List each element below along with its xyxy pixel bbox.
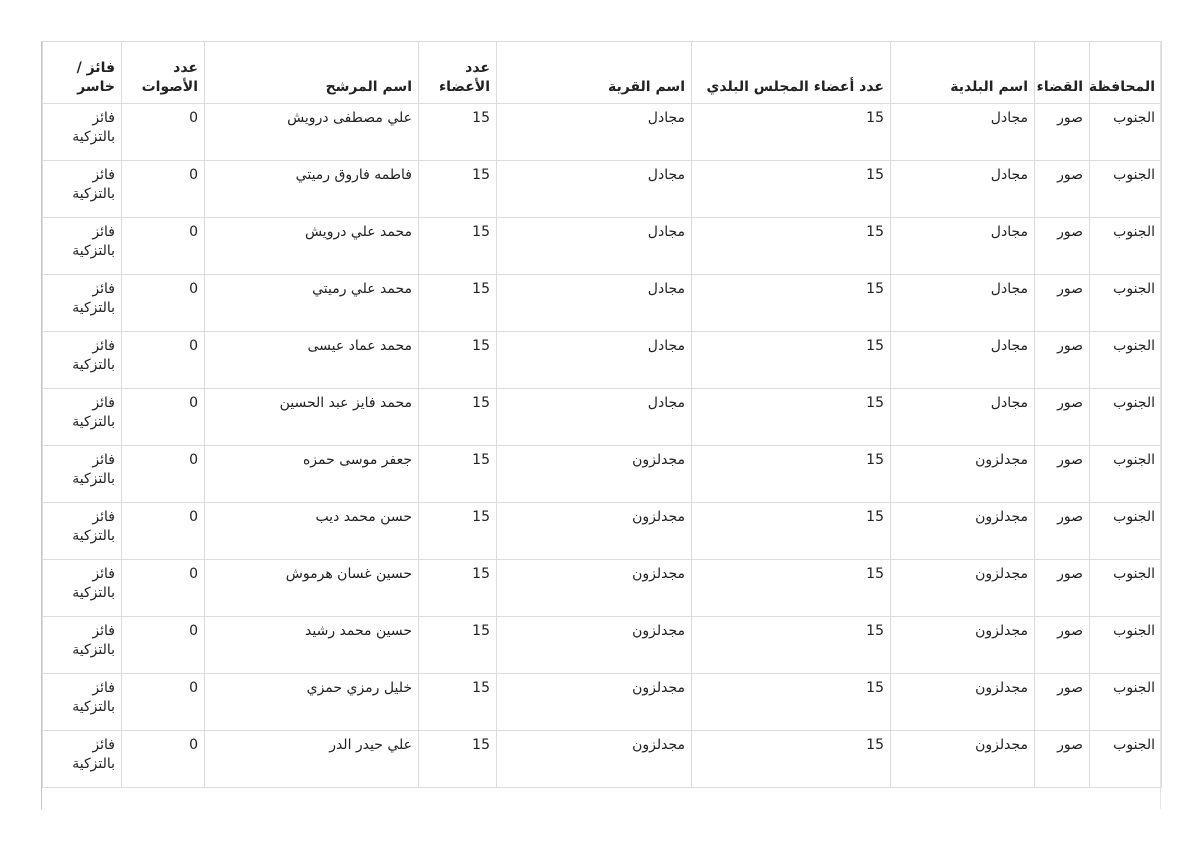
cell-council-members: 15: [692, 275, 891, 332]
table-row: [43, 446, 1162, 503]
cell-municipality: مجدلزون: [891, 560, 1035, 617]
cell-candidate: محمد فايز عبد الحسين: [205, 389, 419, 446]
results-sheet: [41, 41, 1161, 809]
cell-village: مجدلزون: [497, 446, 692, 503]
cell-district: صور: [1035, 617, 1090, 674]
cell-village: مجادل: [497, 332, 692, 389]
header-row: [43, 42, 1162, 104]
cell-municipality: مجادل: [891, 104, 1035, 161]
cell-district: صور: [1035, 503, 1090, 560]
cell-votes: 0: [122, 389, 205, 446]
header-district: القضاء: [1035, 42, 1090, 104]
cell-village: مجادل: [497, 218, 692, 275]
cell-village: مجادل: [497, 389, 692, 446]
cell-governorate: الجنوب: [1090, 503, 1162, 560]
cell-council-members: 15: [692, 446, 891, 503]
cell-members: 15: [419, 104, 497, 161]
cell-council-members: 15: [692, 560, 891, 617]
cell-district: صور: [1035, 332, 1090, 389]
table-body: [43, 104, 1162, 788]
cell-result: فائز بالتزكية: [43, 446, 122, 503]
cell-governorate: الجنوب: [1090, 446, 1162, 503]
cell-village: مجادل: [497, 161, 692, 218]
table-row: [43, 617, 1162, 674]
cell-governorate: الجنوب: [1090, 389, 1162, 446]
cell-members: 15: [419, 617, 497, 674]
cell-members: 15: [419, 674, 497, 731]
cell-votes: 0: [122, 446, 205, 503]
header-result: فائز / خاسر: [43, 42, 122, 104]
cell-village: مجدلزون: [497, 503, 692, 560]
cell-council-members: 15: [692, 617, 891, 674]
cell-municipality: مجادل: [891, 389, 1035, 446]
cell-municipality: مجادل: [891, 332, 1035, 389]
cell-candidate: فاطمه فاروق رميتي: [205, 161, 419, 218]
cell-members: 15: [419, 332, 497, 389]
cell-governorate: الجنوب: [1090, 275, 1162, 332]
cell-governorate: الجنوب: [1090, 161, 1162, 218]
cell-candidate: خليل رمزي حمزي: [205, 674, 419, 731]
cell-members: 15: [419, 275, 497, 332]
cell-municipality: مجادل: [891, 275, 1035, 332]
table-row: [43, 560, 1162, 617]
cell-council-members: 15: [692, 218, 891, 275]
header-members: عدد الأعضاء: [419, 42, 497, 104]
cell-municipality: مجدلزون: [891, 731, 1035, 788]
cell-members: 15: [419, 218, 497, 275]
cell-district: صور: [1035, 560, 1090, 617]
cell-governorate: الجنوب: [1090, 674, 1162, 731]
table-row: [43, 503, 1162, 560]
cell-district: صور: [1035, 161, 1090, 218]
cell-village: مجدلزون: [497, 617, 692, 674]
table-row: [43, 731, 1162, 788]
cell-council-members: 15: [692, 389, 891, 446]
cell-village: مجدلزون: [497, 731, 692, 788]
cell-council-members: 15: [692, 104, 891, 161]
cell-result: فائز بالتزكية: [43, 674, 122, 731]
cell-votes: 0: [122, 104, 205, 161]
cell-municipality: مجادل: [891, 161, 1035, 218]
cell-governorate: الجنوب: [1090, 731, 1162, 788]
cell-result: فائز بالتزكية: [43, 104, 122, 161]
cell-candidate: محمد علي رميتي: [205, 275, 419, 332]
cell-governorate: الجنوب: [1090, 617, 1162, 674]
cell-candidate: علي حيدر الدر: [205, 731, 419, 788]
cell-result: فائز بالتزكية: [43, 503, 122, 560]
cell-governorate: الجنوب: [1090, 332, 1162, 389]
header-council-members: عدد أعضاء المجلس البلدي: [692, 42, 891, 104]
cell-village: مجادل: [497, 275, 692, 332]
cell-district: صور: [1035, 275, 1090, 332]
cell-votes: 0: [122, 332, 205, 389]
cell-votes: 0: [122, 617, 205, 674]
cell-district: صور: [1035, 446, 1090, 503]
cell-council-members: 15: [692, 674, 891, 731]
cell-members: 15: [419, 389, 497, 446]
cell-governorate: الجنوب: [1090, 560, 1162, 617]
cell-municipality: مجدلزون: [891, 674, 1035, 731]
cell-result: فائز بالتزكية: [43, 332, 122, 389]
header-candidate: اسم المرشح: [205, 42, 419, 104]
cell-candidate: علي مصطفى درويش: [205, 104, 419, 161]
cell-candidate: حسين غسان هرموش: [205, 560, 419, 617]
cell-result: فائز بالتزكية: [43, 731, 122, 788]
cell-municipality: مجدلزون: [891, 446, 1035, 503]
table-row: [43, 218, 1162, 275]
cell-village: مجدلزون: [497, 560, 692, 617]
cell-votes: 0: [122, 161, 205, 218]
cell-council-members: 15: [692, 503, 891, 560]
cell-result: فائز بالتزكية: [43, 560, 122, 617]
cell-council-members: 15: [692, 161, 891, 218]
cell-candidate: محمد عماد عيسى: [205, 332, 419, 389]
table-row: [43, 389, 1162, 446]
cell-village: مجادل: [497, 104, 692, 161]
cell-district: صور: [1035, 674, 1090, 731]
cell-village: مجدلزون: [497, 674, 692, 731]
cell-votes: 0: [122, 218, 205, 275]
table-row: [43, 104, 1162, 161]
results-table: [42, 41, 1162, 788]
table-row: [43, 674, 1162, 731]
cell-votes: 0: [122, 731, 205, 788]
cell-council-members: 15: [692, 332, 891, 389]
cell-result: فائز بالتزكية: [43, 617, 122, 674]
cell-district: صور: [1035, 389, 1090, 446]
cell-candidate: محمد علي درويش: [205, 218, 419, 275]
cell-candidate: حسن محمد ديب: [205, 503, 419, 560]
header-votes: عدد الأصوات: [122, 42, 205, 104]
cell-result: فائز بالتزكية: [43, 275, 122, 332]
cell-result: فائز بالتزكية: [43, 218, 122, 275]
cell-municipality: مجدلزون: [891, 503, 1035, 560]
cell-votes: 0: [122, 674, 205, 731]
cell-district: صور: [1035, 104, 1090, 161]
header-village: اسم القرية: [497, 42, 692, 104]
cell-district: صور: [1035, 218, 1090, 275]
cell-votes: 0: [122, 503, 205, 560]
cell-governorate: الجنوب: [1090, 218, 1162, 275]
cell-votes: 0: [122, 275, 205, 332]
cell-district: صور: [1035, 731, 1090, 788]
table-row: [43, 161, 1162, 218]
cell-result: فائز بالتزكية: [43, 161, 122, 218]
cell-members: 15: [419, 446, 497, 503]
cell-council-members: 15: [692, 731, 891, 788]
cell-candidate: حسين محمد رشيد: [205, 617, 419, 674]
cell-members: 15: [419, 731, 497, 788]
header-governorate: المحافظة: [1090, 42, 1162, 104]
cell-governorate: الجنوب: [1090, 104, 1162, 161]
cell-municipality: مجدلزون: [891, 617, 1035, 674]
cell-members: 15: [419, 560, 497, 617]
table-row: [43, 275, 1162, 332]
cell-members: 15: [419, 161, 497, 218]
cell-result: فائز بالتزكية: [43, 389, 122, 446]
cell-candidate: جعفر موسى حمزه: [205, 446, 419, 503]
cell-members: 15: [419, 503, 497, 560]
table-row: [43, 332, 1162, 389]
cell-votes: 0: [122, 560, 205, 617]
cell-municipality: مجادل: [891, 218, 1035, 275]
header-municipality: اسم البلدية: [891, 42, 1035, 104]
